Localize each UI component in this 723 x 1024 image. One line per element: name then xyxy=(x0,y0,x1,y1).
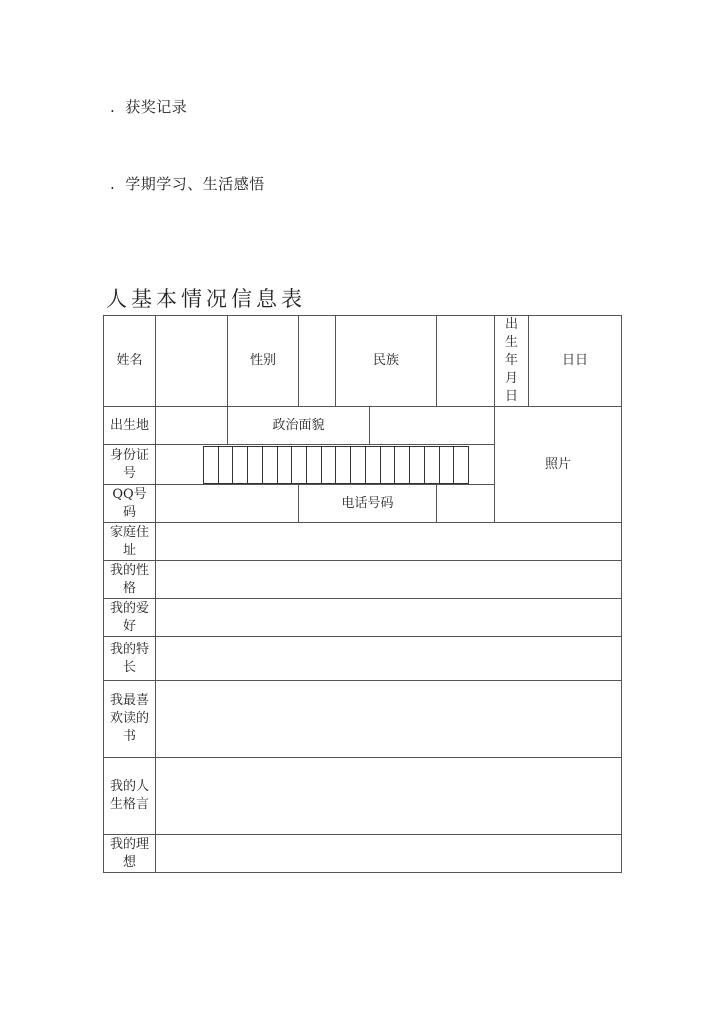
label-address: 家庭住址 xyxy=(104,523,156,561)
political-status-field[interactable] xyxy=(370,407,495,445)
id-digit-box[interactable] xyxy=(278,447,293,483)
label-favorite-book: 我最喜欢读的书 xyxy=(104,681,156,758)
id-digit-box[interactable] xyxy=(425,447,440,483)
id-number-boxes xyxy=(203,446,469,484)
section-awards xyxy=(110,96,187,117)
label-motto: 我的人生格言 xyxy=(104,758,156,835)
id-digit-box[interactable] xyxy=(292,447,307,483)
id-digit-box[interactable] xyxy=(248,447,263,483)
id-digit-box[interactable] xyxy=(204,447,219,483)
form-row-ideal xyxy=(104,835,622,873)
label-day: 日日 xyxy=(529,316,622,407)
id-digit-box[interactable] xyxy=(410,447,425,483)
section-reflection xyxy=(110,173,265,194)
id-digit-box[interactable] xyxy=(307,447,322,483)
form-row-basic xyxy=(104,316,622,407)
phone-field[interactable] xyxy=(437,485,495,523)
form-title: 人基本情况信息表 xyxy=(106,287,306,311)
label-specialty: 我的特长 xyxy=(104,637,156,681)
form-row-hobbies xyxy=(104,599,622,637)
id-digit-box[interactable] xyxy=(440,447,455,483)
ethnicity-field[interactable] xyxy=(437,316,495,407)
photo-cell: 照片 xyxy=(495,407,622,523)
id-digit-box[interactable] xyxy=(395,447,410,483)
label-id-number: 身份证号 xyxy=(104,445,156,485)
id-digit-box[interactable] xyxy=(351,447,366,483)
form-row-address xyxy=(104,523,622,561)
gender-field[interactable] xyxy=(299,316,336,407)
id-digit-box[interactable] xyxy=(322,447,337,483)
id-number-field[interactable] xyxy=(156,445,495,485)
id-digit-box[interactable] xyxy=(366,447,381,483)
section-awards-bullet: . xyxy=(110,98,116,116)
form-row-favorite-book xyxy=(104,681,622,758)
label-personality: 我的性格 xyxy=(104,561,156,599)
label-ethnicity: 民族 xyxy=(336,316,437,407)
label-birthdate: 出生年月日 xyxy=(495,316,529,407)
label-gender: 性别 xyxy=(228,316,299,407)
form-row-personality xyxy=(104,561,622,599)
form-row-motto xyxy=(104,758,622,835)
id-digit-box[interactable] xyxy=(233,447,248,483)
form-row-specialty xyxy=(104,637,622,681)
address-field[interactable] xyxy=(156,523,622,561)
favorite-book-field[interactable] xyxy=(156,681,622,758)
section-reflection-bullet: . xyxy=(110,175,116,193)
label-phone: 电话号码 xyxy=(299,485,437,523)
info-form-table xyxy=(103,315,622,873)
id-digit-box[interactable] xyxy=(336,447,351,483)
ideal-field[interactable] xyxy=(156,835,622,873)
motto-field[interactable] xyxy=(156,758,622,835)
label-hobbies: 我的爱好 xyxy=(104,599,156,637)
section-reflection-text: 学期学习、生活感悟 xyxy=(125,175,265,193)
birthplace-field[interactable] xyxy=(156,407,228,445)
label-qq: QQ号码 xyxy=(104,485,156,523)
id-digit-box[interactable] xyxy=(263,447,278,483)
label-birthplace: 出生地 xyxy=(104,407,156,445)
form-row-birthplace xyxy=(104,407,622,445)
label-name: 姓名 xyxy=(104,316,156,407)
name-field[interactable] xyxy=(156,316,228,407)
specialty-field[interactable] xyxy=(156,637,622,681)
label-political-status: 政治面貌 xyxy=(228,407,370,445)
label-ideal: 我的理想 xyxy=(104,835,156,873)
section-awards-text: 获奖记录 xyxy=(125,98,188,116)
id-digit-box[interactable] xyxy=(381,447,396,483)
id-digit-box[interactable] xyxy=(454,447,468,483)
qq-field[interactable] xyxy=(156,485,299,523)
id-digit-box[interactable] xyxy=(219,447,234,483)
hobbies-field[interactable] xyxy=(156,599,622,637)
personality-field[interactable] xyxy=(156,561,622,599)
